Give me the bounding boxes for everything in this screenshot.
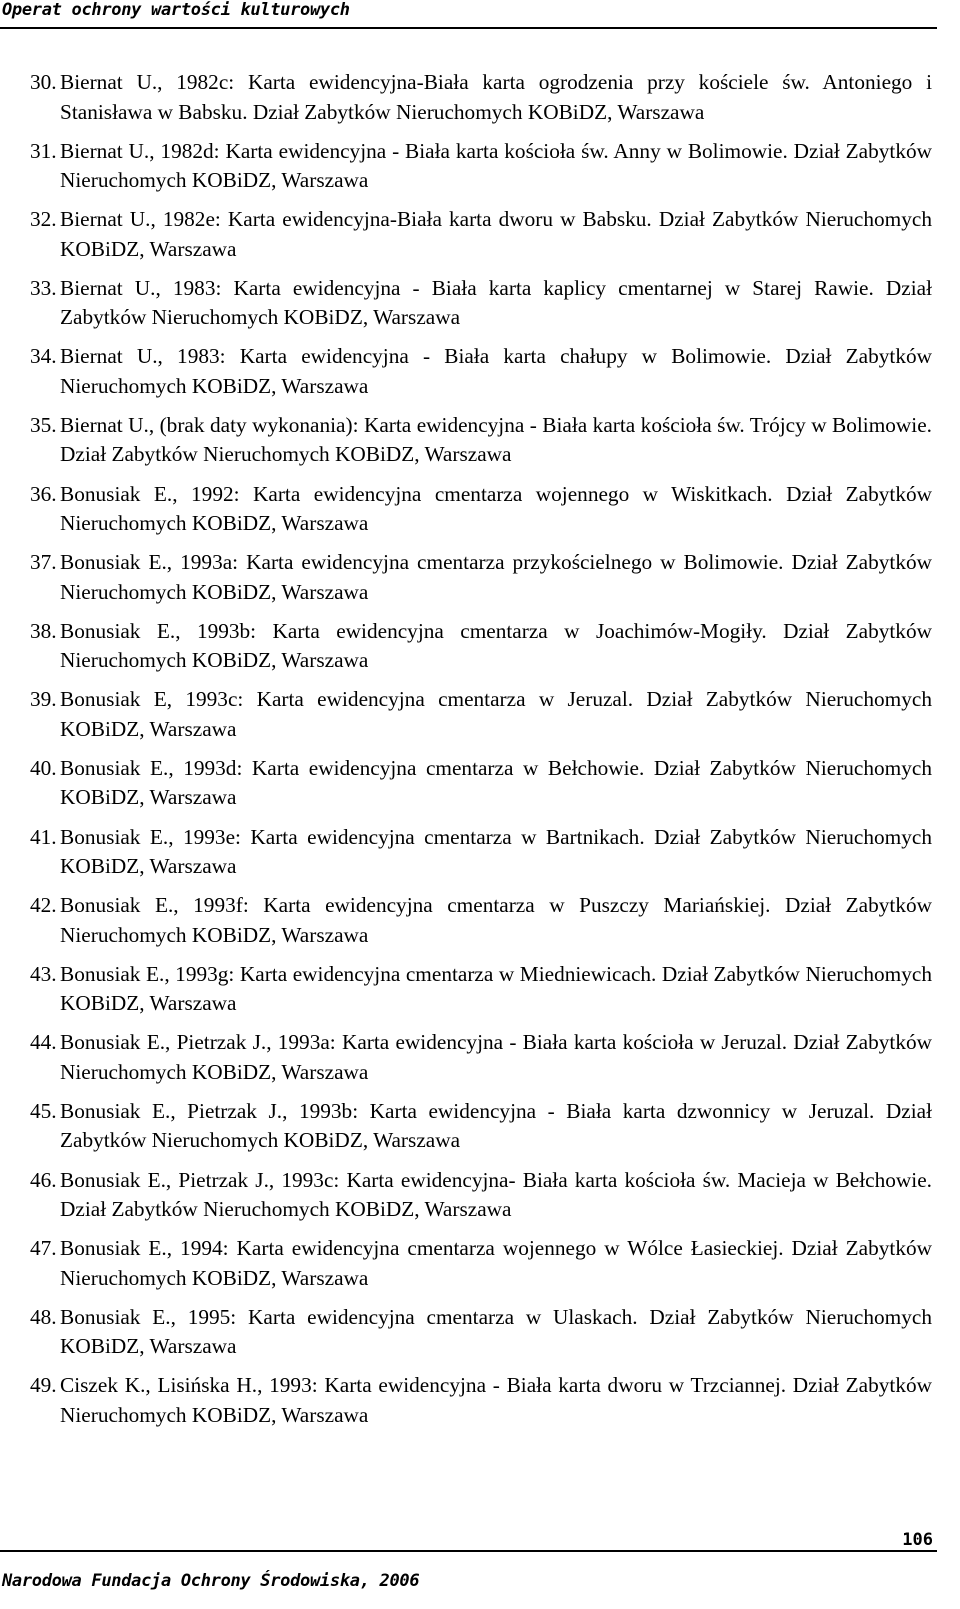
reference-item	[30, 548, 932, 607]
footer-organization: Narodowa Fundacja Ochrony Środowiska, 2006	[2, 1571, 420, 1591]
reference-item	[30, 480, 932, 539]
reference-item	[30, 891, 932, 950]
reference-text: Biernat U., 1982c: Karta ewidencyjna-Biała karta ogrodzenia przy kościele św. Antoniego i Stanisława w Babsku. Dział Zabytków Nieruchomych KOBiDZ, Warszawa	[60, 70, 932, 124]
reference-number: 32.	[30, 207, 57, 232]
reference-number: 37.	[30, 550, 57, 575]
reference-number: 38.	[30, 618, 57, 643]
reference-number: 48.	[30, 1304, 57, 1329]
reference-item	[30, 1371, 932, 1430]
reference-number: 39.	[30, 687, 57, 712]
reference-text: Bonusiak E., Pietrzak J., 1993c: Karta ewidencyjna- Biała karta kościoła św. Macieja w Bełchowie. Dział Zabytków Nieruchomych KOBiDZ, Warszawa	[60, 1167, 932, 1221]
reference-item	[30, 617, 932, 676]
reference-number: 31.	[30, 138, 57, 163]
reference-text: Biernat U., 1982d: Karta ewidencyjna - Biała karta kościoła św. Anny w Bolimowie. Dział Zabytków Nieruchomych KOBiDZ, Warszawa	[60, 138, 932, 193]
reference-number: 35.	[30, 412, 57, 437]
reference-text: Bonusiak E., 1993f: Karta ewidencyjna cmentarza w Puszczy Mariańskiej. Dział Zabytków Nieruchomych KOBiDZ, Warszawa	[60, 893, 932, 947]
reference-number: 42.	[30, 893, 57, 918]
reference-list	[30, 68, 932, 1440]
reference-item	[30, 960, 932, 1019]
reference-item	[30, 1234, 932, 1293]
footer-rule	[0, 1550, 937, 1552]
reference-item	[30, 823, 932, 882]
reference-text: Bonusiak E., 1993e: Karta ewidencyjna cmentarza w Bartnikach. Dział Zabytków Nieruchomych KOBiDZ, Warszawa	[60, 824, 932, 879]
reference-text: Biernat U., 1983: Karta ewidencyjna - Biała karta kaplicy cmentarnej w Starej Rawie. Dział Zabytków Nieruchomych KOBiDZ, Warszawa	[60, 275, 932, 330]
page-header	[0, 0, 937, 36]
reference-number: 30.	[30, 70, 57, 94]
reference-text: Bonusiak E., 1994: Karta ewidencyjna cmentarza wojennego w Wólce Łasieckiej. Dział Zabytków Nieruchomych KOBiDZ, Warszawa	[60, 1236, 932, 1290]
reference-text: Bonusiak E., 1993b: Karta ewidencyjna cmentarza w Joachimów-Mogiły. Dział Zabytków Nieruchomych KOBiDZ, Warszawa	[60, 618, 932, 673]
reference-text: Bonusiak E., 1992: Karta ewidencyjna cmentarza wojennego w Wiskitkach. Dział Zabytków Nieruchomych KOBiDZ, Warszawa	[60, 481, 932, 536]
reference-text: Ciszek K., Lisińska H., 1993: Karta ewidencyjna - Biała karta dworu w Trzciannej. Dział Zabytków Nieruchomych KOBiDZ, Warszawa	[60, 1373, 932, 1427]
reference-item	[30, 205, 932, 264]
header-rule	[0, 27, 937, 29]
reference-text: Bonusiak E., Pietrzak J., 1993a: Karta ewidencyjna - Biała karta kościoła w Jeruzal. Dział Zabytków Nieruchomych KOBiDZ, Warszawa	[60, 1030, 932, 1084]
reference-item	[30, 754, 932, 813]
reference-number: 46.	[30, 1167, 57, 1192]
reference-number: 49.	[30, 1373, 57, 1398]
reference-item	[30, 685, 932, 744]
reference-text: Bonusiak E, 1993c: Karta ewidencyjna cmentarza w Jeruzal. Dział Zabytków Nieruchomych KOBiDZ, Warszawa	[60, 687, 932, 741]
reference-number: 34.	[30, 344, 57, 369]
reference-number: 44.	[30, 1030, 57, 1055]
reference-item	[30, 1166, 932, 1225]
reference-text: Bonusiak E., 1993d: Karta ewidencyjna cmentarza w Bełchowie. Dział Zabytków Nieruchomych KOBiDZ, Warszawa	[60, 755, 932, 810]
reference-item	[30, 137, 932, 196]
reference-item	[30, 68, 932, 127]
document-title: Operat ochrony wartości kulturowych	[2, 0, 350, 20]
reference-number: 40.	[30, 755, 57, 780]
reference-item	[30, 1028, 932, 1087]
page-footer	[0, 1530, 937, 1609]
reference-text: Biernat U., (brak daty wykonania): Karta ewidencyjna - Biała karta kościoła św. Trójcy w Bolimowie. Dział Zabytków Nieruchomych KOBiDZ, Warszawa	[60, 412, 932, 467]
reference-number: 47.	[30, 1236, 57, 1261]
reference-item	[30, 274, 932, 333]
reference-number: 36.	[30, 481, 57, 506]
reference-text: Bonusiak E., 1993a: Karta ewidencyjna cmentarza przykościelnego w Bolimowie. Dział Zabytków Nieruchomych KOBiDZ, Warszawa	[60, 550, 932, 604]
reference-text: Biernat U., 1982e: Karta ewidencyjna-Biała karta dworu w Babsku. Dział Zabytków Nieruchomych KOBiDZ, Warszawa	[60, 207, 932, 261]
reference-item	[30, 342, 932, 401]
reference-item	[30, 1097, 932, 1156]
reference-text: Bonusiak E., 1993g: Karta ewidencyjna cmentarza w Miedniewicach. Dział Zabytków Nieruchomych KOBiDZ, Warszawa	[60, 961, 932, 1016]
reference-number: 45.	[30, 1098, 57, 1123]
reference-number: 41.	[30, 824, 57, 849]
reference-text: Biernat U., 1983: Karta ewidencyjna - Biała karta chałupy w Bolimowie. Dział Zabytków Nieruchomych KOBiDZ, Warszawa	[60, 344, 932, 398]
reference-item	[30, 1303, 932, 1362]
reference-number: 43.	[30, 961, 57, 986]
page-number: 106	[902, 1530, 933, 1550]
reference-item	[30, 411, 932, 470]
reference-number: 33.	[30, 275, 57, 300]
reference-text: Bonusiak E., 1995: Karta ewidencyjna cmentarza w Ulaskach. Dział Zabytków Nieruchomych KOBiDZ, Warszawa	[60, 1304, 932, 1359]
reference-text: Bonusiak E., Pietrzak J., 1993b: Karta ewidencyjna - Biała karta dzwonnicy w Jeruzal. Dział Zabytków Nieruchomych KOBiDZ, Warszawa	[60, 1098, 932, 1153]
